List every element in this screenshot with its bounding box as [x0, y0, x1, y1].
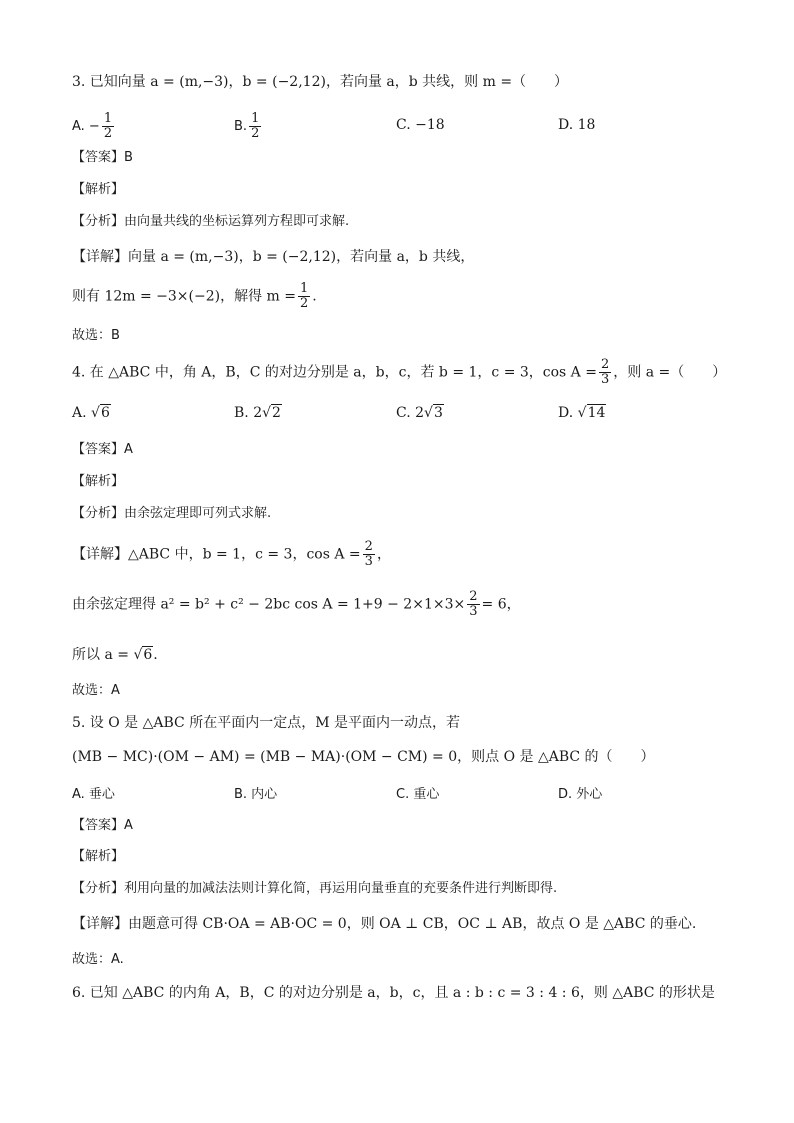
q4-detail-prefix: 【详解】△ABC 中，b = 1，c = 3，cos A = [72, 546, 361, 563]
q4-stem [72, 358, 726, 387]
q5-method: 【分析】利用向量的加减法法则计算化简，再运用向量垂直的充要条件进行判断即得. [72, 881, 558, 896]
q3-calc-suffix: . [312, 288, 317, 305]
radicand: 14 [587, 405, 606, 421]
q4-option-c-prefix: C. 2 [396, 405, 425, 421]
q4-conclusion-prefix: 所以 a = [72, 647, 129, 663]
sqrt-symbol: √3 [424, 405, 443, 421]
q4-analysis-heading: 【解析】 [72, 474, 125, 489]
q4-option-d [558, 403, 606, 423]
q3-option-b-prefix: B. [234, 119, 248, 134]
q5-stem-line2: (MB − MC)·(OM − AM) = (MB − MA)·(OM − CM) = 0，则点 O 是 △ABC 的（ ） [72, 749, 655, 765]
q3-answer: 【答案】B [72, 150, 133, 165]
fraction-denominator: 3 [469, 604, 478, 619]
fraction-numerator: 2 [469, 589, 478, 604]
q3-method: 【分析】由向量共线的坐标运算列方程即可求解. [72, 214, 350, 229]
fraction-denominator: 2 [251, 126, 260, 141]
q4-conclusion-suffix: . [153, 647, 158, 663]
q3-option-a-fraction [102, 112, 114, 141]
q3-option-c: C. −18 [396, 117, 445, 133]
q3-option-d: D. 18 [558, 117, 596, 133]
q4-option-b-prefix: B. 2 [234, 405, 263, 421]
radicand: 3 [433, 405, 443, 421]
radicand: 6 [143, 647, 153, 663]
q3-detail: 【详解】向量 a = (m,−3)，b = (−2,12)，若向量 a，b 共线， [72, 249, 475, 265]
sqrt-symbol: √6 [91, 405, 110, 421]
q6-stem: 6. 已知 △ABC 的内角 A，B，C 的对边分别是 a，b，c，且 a : b : c = 3 : 4 : 6，则 △ABC 的形状是 [72, 985, 715, 1001]
q4-option-b [234, 403, 282, 423]
q4-option-d-prefix: D. [558, 405, 574, 421]
fraction-denominator: 2 [103, 126, 113, 141]
q4-law-fraction [467, 590, 479, 619]
fraction-numerator: 2 [364, 539, 373, 554]
q4-conclusion [72, 645, 158, 665]
q4-stem-prefix: 4. 在 △ABC 中，角 A，B，C 的对边分别是 a，b，c，若 b = 1，c = 3，cos A = [72, 364, 597, 381]
q3-analysis-heading: 【解析】 [72, 182, 125, 197]
q3-option-b-fraction [249, 112, 261, 141]
q3-choose: 故选：B [72, 328, 120, 343]
q3-calc-fraction [298, 282, 310, 311]
q4-detail-fraction [363, 540, 375, 569]
sqrt-symbol: √14 [577, 405, 606, 421]
fraction-denominator: 3 [600, 372, 610, 387]
q5-analysis-heading: 【解析】 [72, 849, 125, 864]
fraction-numerator: 1 [251, 111, 260, 126]
q4-detail [72, 540, 391, 569]
q4-option-a [72, 403, 111, 423]
q3-calc-prefix: 则有 12m = −3×(−2)，解得 m = [72, 288, 297, 305]
q4-answer: 【答案】A [72, 442, 133, 457]
fraction-numerator: 2 [600, 357, 610, 372]
fraction-denominator: 2 [300, 296, 309, 311]
q4-stem-suffix: ，则 a =（ ） [613, 364, 727, 381]
q4-method: 【分析】由余弦定理即可列式求解. [72, 506, 272, 521]
q5-option-b: B. 内心 [234, 787, 278, 802]
q4-option-c [396, 403, 444, 423]
q4-choose: 故选：A [72, 683, 120, 698]
q4-stem-fraction [599, 358, 611, 387]
fraction-numerator: 1 [300, 281, 309, 296]
q4-option-a-prefix: A. [72, 405, 87, 421]
q5-option-a: A. 垂心 [72, 787, 115, 802]
q3-calculation [72, 282, 317, 311]
q3-option-a-prefix: A. − [72, 119, 100, 134]
sqrt-symbol: √2 [262, 405, 281, 421]
q3-option-b [234, 112, 263, 141]
q3-option-a [72, 112, 116, 141]
q5-answer: 【答案】A [72, 818, 133, 833]
q4-detail-suffix: ， [376, 546, 391, 563]
q4-law-prefix: 由余弦定理得 a² = b² + c² − 2bc cos A = 1+9 − 2×1×3× [72, 596, 466, 613]
q5-stem-line1: 5. 设 O 是 △ABC 所在平面内一定点，M 是平面内一动点，若 [72, 715, 461, 731]
radicand: 6 [100, 405, 110, 421]
radicand: 2 [272, 405, 281, 421]
q4-law-of-cosines [72, 590, 521, 619]
q5-detail: 【详解】由题意可得 CB·OA = AB·OC = 0，则 OA ⊥ CB，OC ⊥ AB，故点 O 是 △ABC 的垂心. [72, 916, 697, 932]
q5-option-d: D. 外心 [558, 787, 603, 802]
q3-stem: 3. 已知向量 a = (m,−3)，b = (−2,12)，若向量 a，b 共线，则 m =（ ） [72, 74, 569, 90]
q5-choose: 故选：A. [72, 952, 124, 967]
sqrt-symbol: √6 [133, 647, 153, 663]
fraction-numerator: 1 [103, 111, 113, 126]
q5-option-c: C. 重心 [396, 787, 440, 802]
q4-law-suffix: = 6， [481, 596, 521, 613]
fraction-denominator: 3 [364, 554, 373, 569]
